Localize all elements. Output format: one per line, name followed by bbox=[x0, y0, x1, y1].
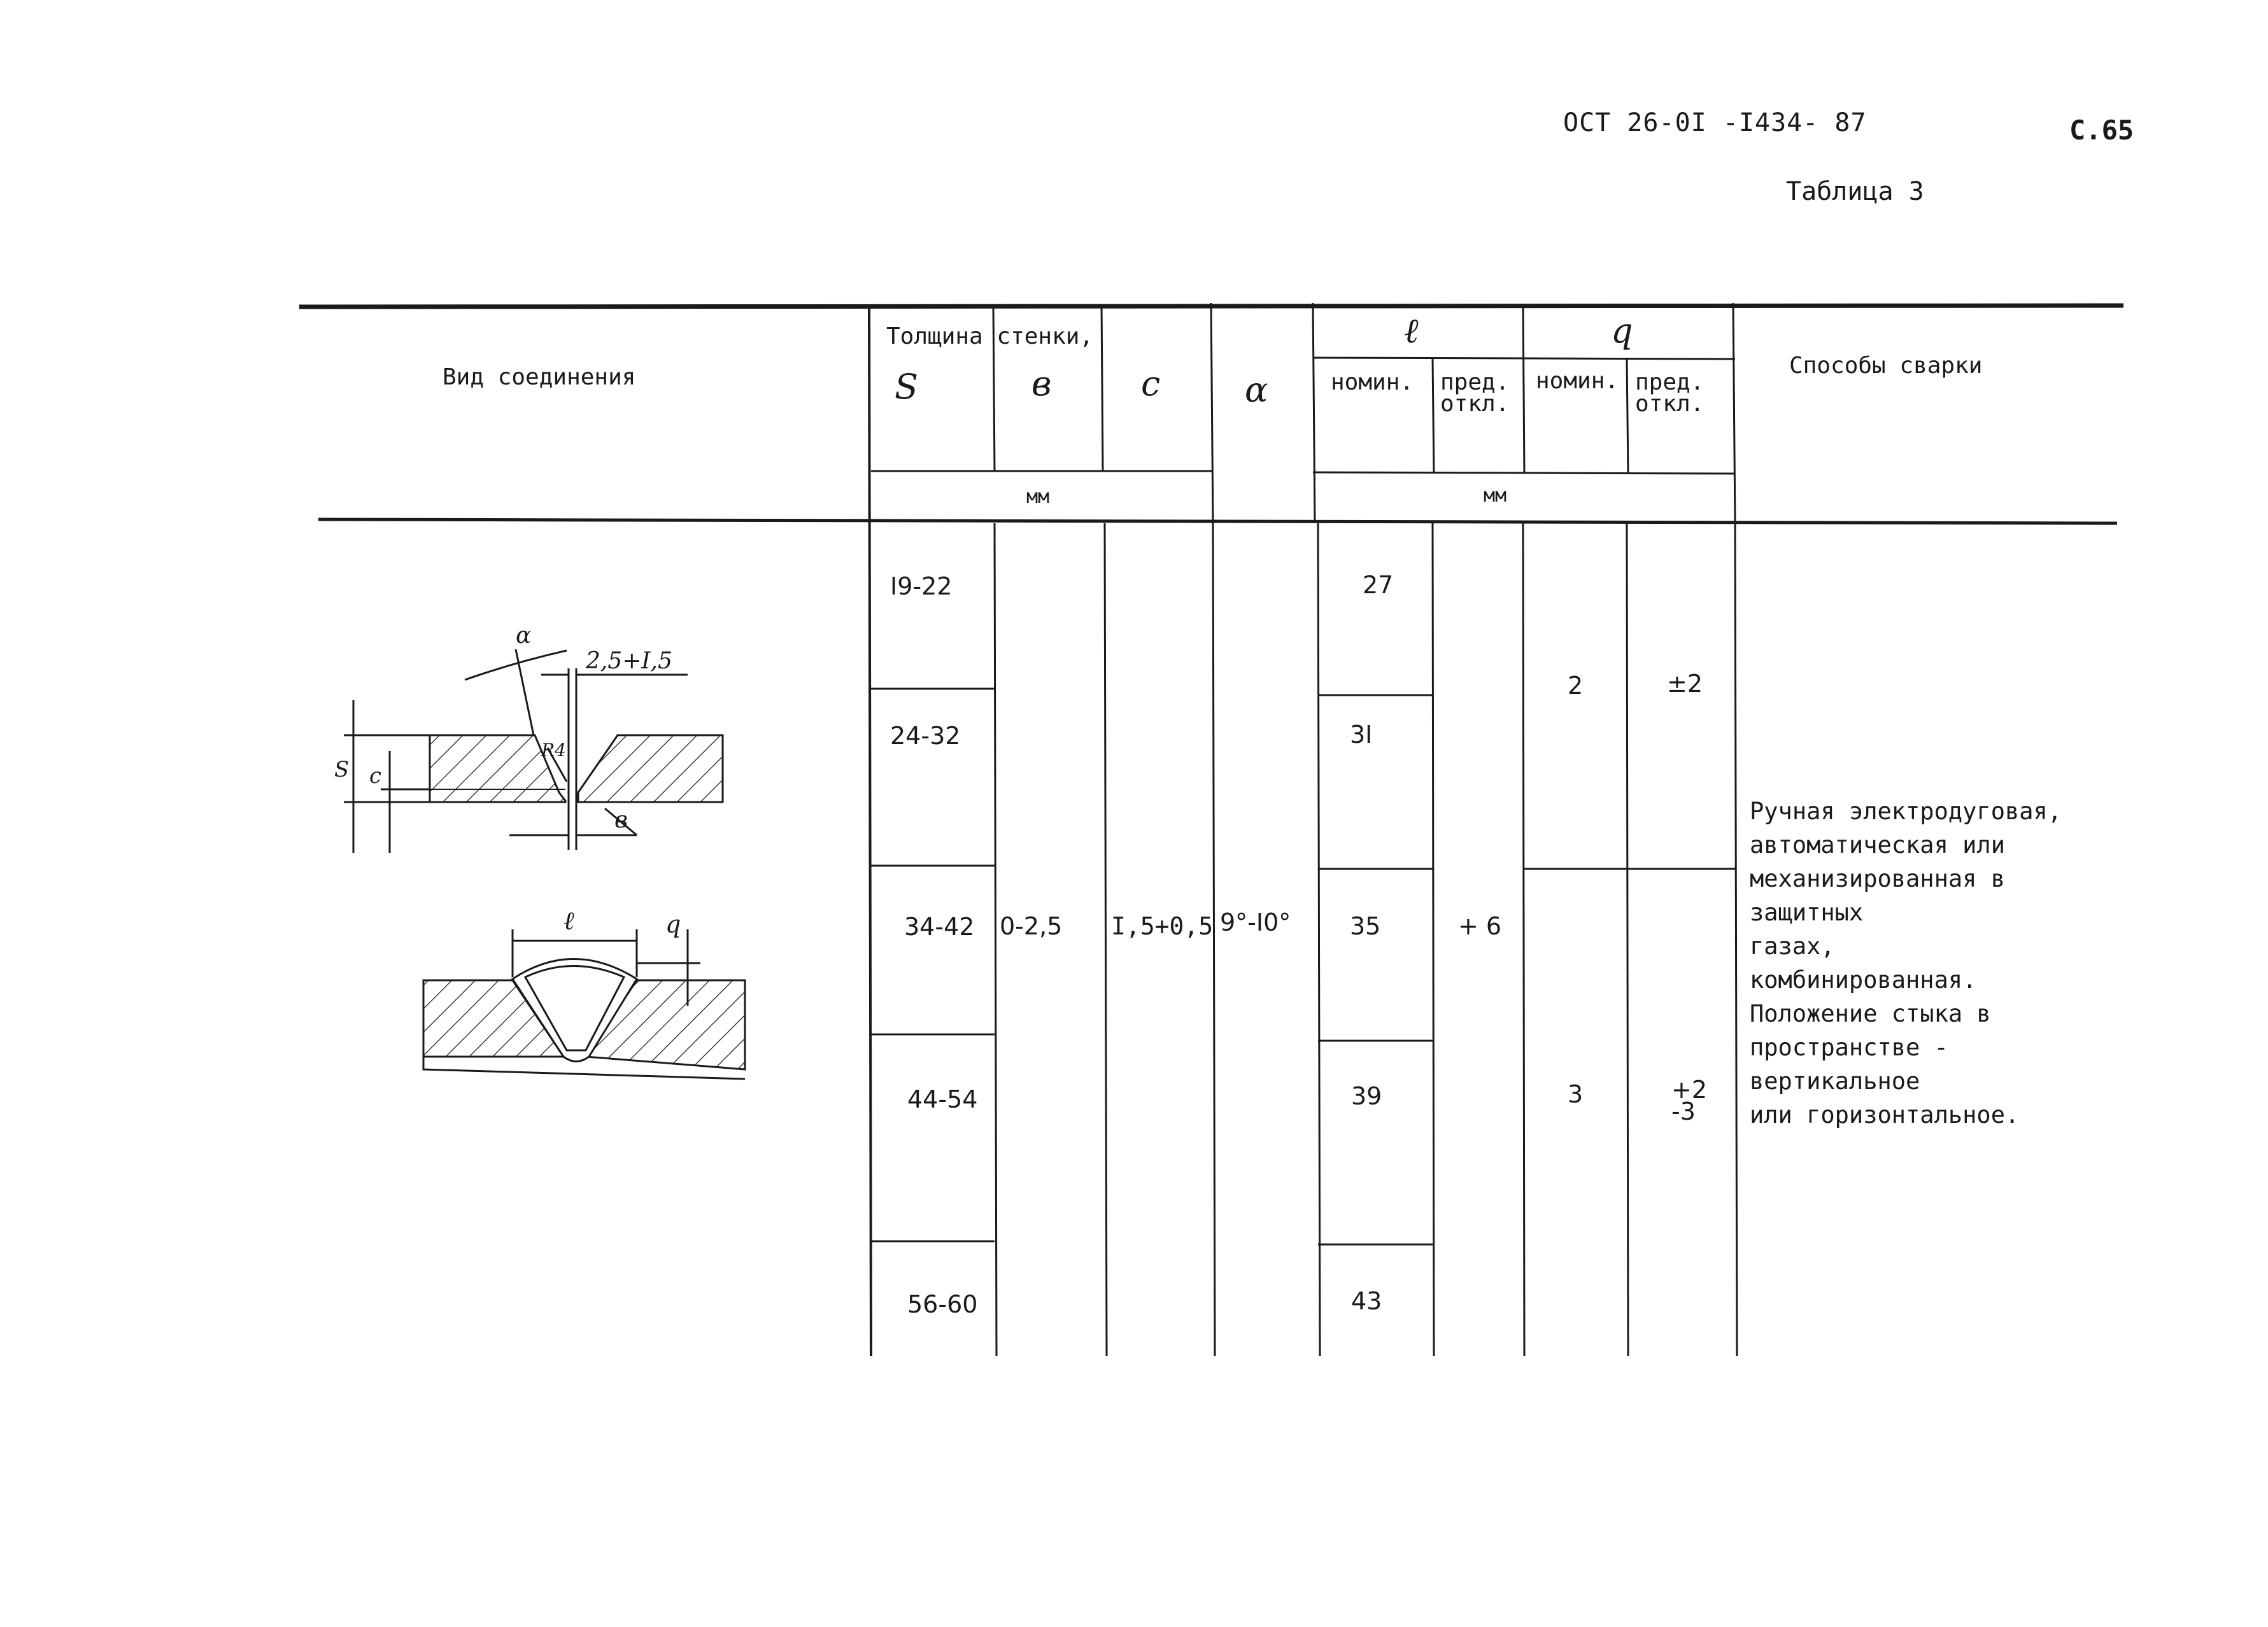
row-1-thickness: I9-22 bbox=[890, 572, 953, 600]
row-3-thickness: 34-42 bbox=[904, 913, 975, 941]
weld-joint-drawing bbox=[306, 611, 764, 1082]
row-3-l-nominal: 35 bbox=[1350, 912, 1381, 940]
label-l: ℓ bbox=[563, 906, 574, 936]
alpha-value: 9°-I0° bbox=[1220, 908, 1291, 936]
header-q-tolerance-line2: откл. bbox=[1635, 391, 1705, 417]
row-5-thickness: 56-60 bbox=[907, 1290, 978, 1318]
header-alpha-symbol: α bbox=[1245, 370, 1268, 410]
method-line: газах, bbox=[1750, 933, 1835, 960]
row-4-thickness: 44-54 bbox=[907, 1085, 978, 1113]
row-4-l-nominal: 39 bbox=[1351, 1082, 1382, 1110]
label-angle: α bbox=[516, 623, 532, 649]
label-c: с bbox=[369, 763, 382, 789]
row-5-l-nominal: 43 bbox=[1351, 1287, 1382, 1315]
row-2-thickness: 24-32 bbox=[890, 722, 961, 750]
row-2-l-nominal: 3I bbox=[1350, 721, 1373, 749]
header-methods: Способы сварки bbox=[1789, 353, 1983, 379]
page-number: С.65 bbox=[2069, 115, 2134, 146]
q-group1-tolerance: ±2 bbox=[1667, 670, 1703, 698]
q-group1-nominal: 2 bbox=[1568, 672, 1584, 700]
method-line: комбинированная. bbox=[1750, 966, 1977, 994]
header-b-symbol: в bbox=[1031, 363, 1052, 404]
header-q-symbol: q bbox=[1611, 311, 1633, 351]
method-line: автоматическая или bbox=[1750, 831, 2005, 859]
method-line: механизированная в защитных bbox=[1750, 865, 2005, 926]
table-caption: Таблица 3 bbox=[1786, 177, 1924, 206]
label-q: q bbox=[665, 910, 681, 938]
b-value: 0-2,5 bbox=[1000, 912, 1063, 940]
unit-mm-right: мм bbox=[1484, 484, 1507, 507]
header-thickness: Толщина стенки, bbox=[886, 323, 1094, 349]
header-l-symbol: ℓ bbox=[1404, 311, 1419, 351]
row-1-l-nominal: 27 bbox=[1363, 571, 1394, 599]
header-l-nominal: номин. bbox=[1331, 369, 1414, 395]
q-group2-nominal: 3 bbox=[1568, 1080, 1584, 1108]
q-group2-tolerance-plus: +2 bbox=[1671, 1076, 1708, 1104]
l-tolerance: + 6 bbox=[1458, 912, 1502, 940]
header-thickness-symbol: S bbox=[895, 367, 918, 407]
header-q-nominal: номин. bbox=[1536, 368, 1619, 394]
document-code: ОСТ 26-0I -I434- 87 bbox=[1563, 108, 1867, 137]
welding-methods-text bbox=[1750, 794, 2132, 1132]
header-joint-type: Вид соединения bbox=[443, 364, 636, 390]
header-l-tolerance-line2: откл. bbox=[1440, 391, 1510, 417]
q-group2-tolerance-minus: -3 bbox=[1671, 1097, 1696, 1125]
label-gap: 2,5+I,5 bbox=[586, 648, 672, 674]
header-l-tolerance-line1: пред. bbox=[1440, 369, 1510, 395]
method-line: или горизонтальное. bbox=[1750, 1101, 2020, 1129]
method-line: Положение стыка в bbox=[1750, 1000, 1991, 1027]
header-q-tolerance-line1: пред. bbox=[1635, 369, 1705, 395]
unit-mm-left: мм bbox=[1026, 486, 1050, 508]
method-line: пространстве - вертикальное bbox=[1750, 1034, 1948, 1095]
header-c-symbol: с bbox=[1141, 363, 1161, 404]
label-b: в bbox=[614, 807, 628, 833]
c-value: I,5+0,5 bbox=[1111, 912, 1214, 940]
method-line: Ручная электродуговая, bbox=[1750, 798, 2062, 825]
label-s: S bbox=[334, 757, 350, 782]
label-radius: R4 bbox=[541, 740, 566, 761]
